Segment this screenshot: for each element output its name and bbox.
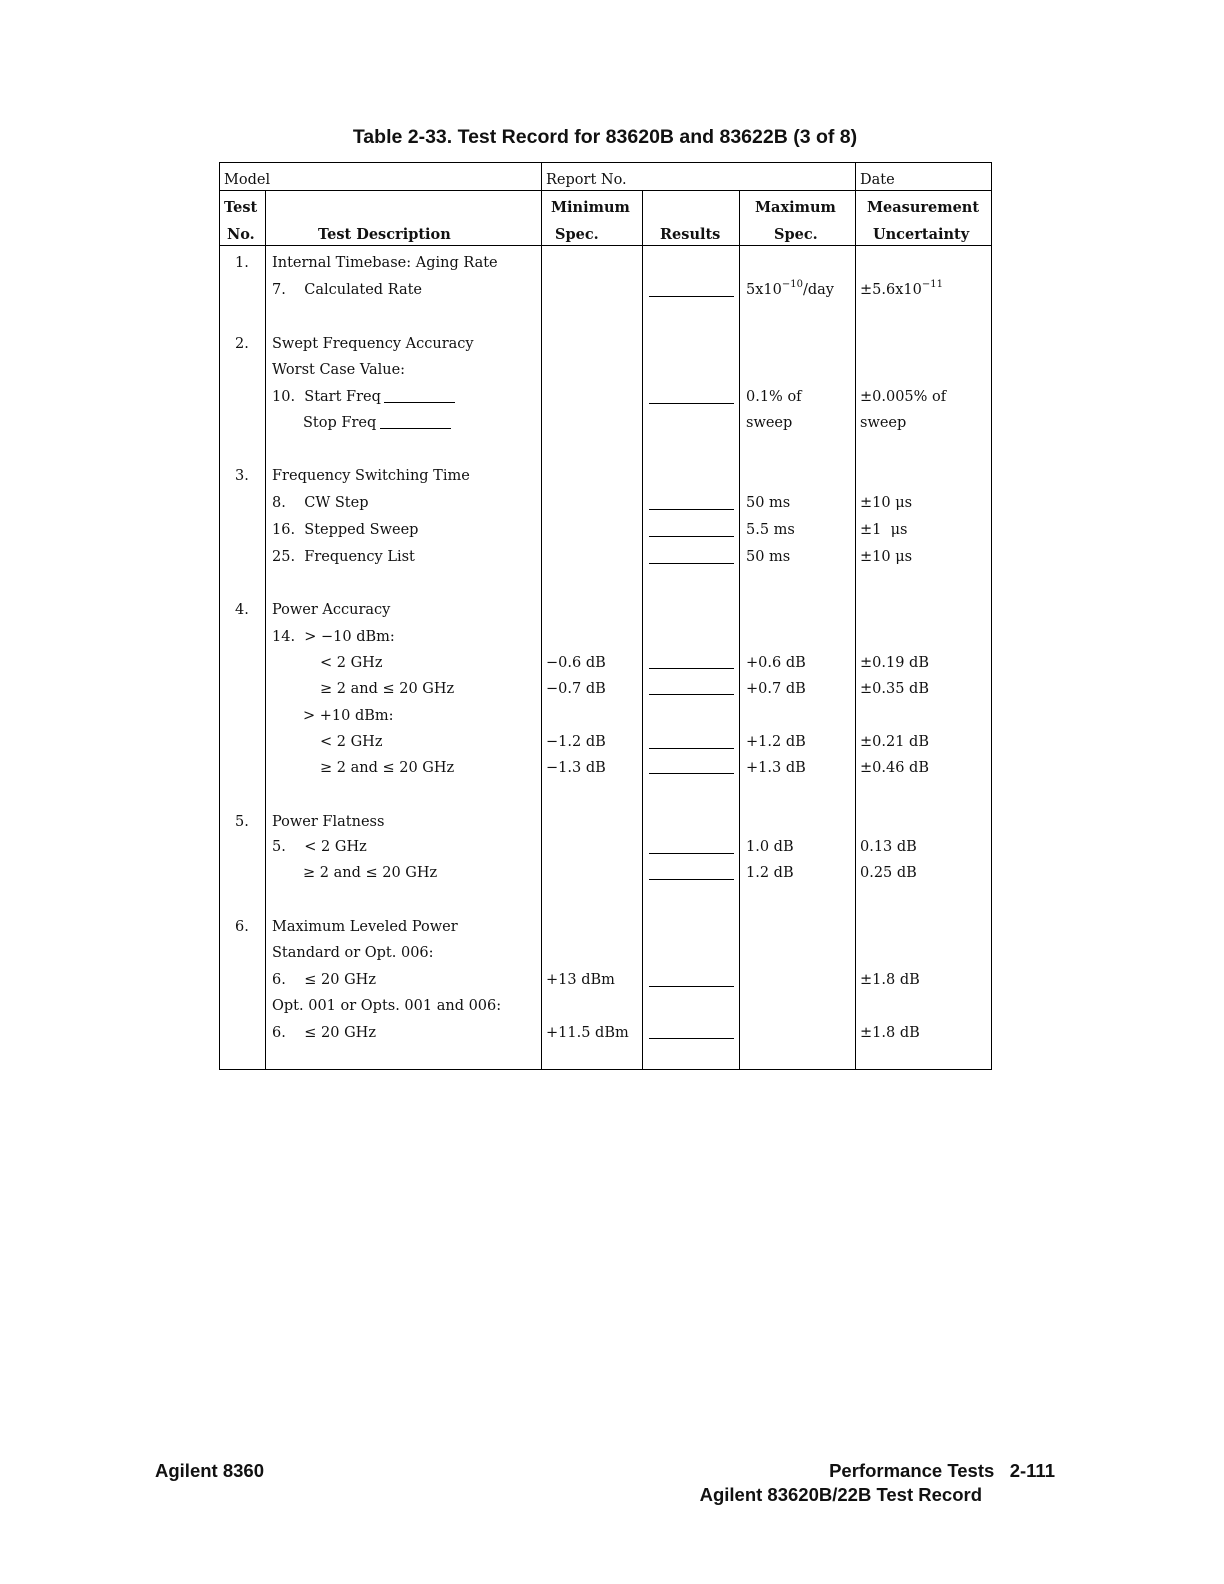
header-measurement: Measurement bbox=[867, 199, 980, 216]
result-blank[interactable] bbox=[649, 536, 734, 537]
test-6-row-1-min: +13 dBm bbox=[546, 972, 615, 988]
test-4-subheading-1: 14. > −10 dBm: bbox=[272, 629, 395, 645]
test-2-title: Swept Frequency Accuracy bbox=[272, 336, 474, 352]
col-divider-no bbox=[265, 190, 266, 1070]
test-3-row-1-desc: 8. CW Step bbox=[272, 495, 369, 511]
result-blank[interactable] bbox=[649, 509, 734, 510]
test-4-row-1-max: +0.6 dB bbox=[746, 655, 806, 671]
test-5-row-2-uncertainty: 0.25 dB bbox=[860, 865, 917, 881]
test-5-row-1-max: 1.0 dB bbox=[746, 839, 794, 855]
test-2-row-1-max: 0.1% of bbox=[746, 389, 802, 405]
header-maximum: Maximum bbox=[755, 199, 836, 216]
test-4-row-1-desc: < 2 GHz bbox=[320, 655, 383, 671]
test-6-row-1-uncertainty: ±1.8 dB bbox=[860, 972, 920, 988]
test-4-row-3-uncertainty: ±0.21 dB bbox=[860, 734, 929, 750]
test-4-row-3-min: −1.2 dB bbox=[546, 734, 606, 750]
test-6-row-1-desc: 6. ≤ 20 GHz bbox=[272, 972, 376, 988]
result-blank[interactable] bbox=[649, 563, 734, 564]
test-4-subheading-2: > +10 dBm: bbox=[303, 708, 394, 724]
result-blank[interactable] bbox=[649, 773, 734, 774]
table-title: Table 2-33. Test Record for 83620B and 83622B (3 of 8) bbox=[352, 126, 858, 148]
result-blank[interactable] bbox=[649, 668, 734, 669]
test-2-row-2-uncertainty: sweep bbox=[860, 415, 907, 431]
test-1-row-1-max: $5x10^{-10}$/day bbox=[746, 279, 834, 298]
test-4-row-2-min: −0.7 dB bbox=[546, 681, 606, 697]
test-5-row-2-desc: ≥ 2 and ≤ 20 GHz bbox=[303, 865, 438, 881]
test-2-row-2-max: sweep bbox=[746, 415, 793, 431]
header-min-spec: Spec. bbox=[555, 226, 599, 243]
result-blank[interactable] bbox=[649, 986, 734, 987]
test-6-subheading-2: Opt. 001 or Opts. 001 and 006: bbox=[272, 998, 502, 1014]
result-blank[interactable] bbox=[649, 853, 734, 854]
test-5-number: 5. bbox=[235, 814, 249, 830]
test-4-row-4-min: −1.3 dB bbox=[546, 760, 606, 776]
test-1-title: Internal Timebase: Aging Rate bbox=[272, 255, 498, 271]
test-1-row-1-desc: 7. Calculated Rate bbox=[272, 282, 422, 298]
header-minimum: Minimum bbox=[551, 199, 630, 216]
test-4-row-4-max: +1.3 dB bbox=[746, 760, 806, 776]
test-4-title: Power Accuracy bbox=[272, 602, 391, 618]
col-divider-max bbox=[855, 162, 856, 1070]
test-4-row-2-max: +0.7 dB bbox=[746, 681, 806, 697]
header-no: No. bbox=[227, 226, 255, 243]
test-3-title: Frequency Switching Time bbox=[272, 468, 470, 484]
footer-left: Agilent 8360 bbox=[155, 1460, 264, 1481]
test-6-row-2-desc: 6. ≤ 20 GHz bbox=[272, 1025, 376, 1041]
header-test: Test bbox=[224, 199, 258, 216]
test-3-row-2-desc: 16. Stepped Sweep bbox=[272, 522, 419, 538]
report-label: Report No. bbox=[546, 172, 627, 188]
test-4-row-2-desc: ≥ 2 and ≤ 20 GHz bbox=[320, 681, 455, 697]
test-3-row-1-max: 50 ms bbox=[746, 495, 791, 511]
col-divider-desc bbox=[541, 162, 542, 1070]
model-label: Model bbox=[224, 172, 271, 188]
result-blank[interactable] bbox=[649, 296, 734, 297]
test-3-row-3-desc: 25. Frequency List bbox=[272, 549, 415, 565]
result-blank[interactable] bbox=[649, 403, 734, 404]
test-3-row-2-max: 5.5 ms bbox=[746, 522, 795, 538]
header-test-description: Test Description bbox=[318, 226, 451, 243]
test-5-row-1-desc: 5. < 2 GHz bbox=[272, 839, 367, 855]
test-4-row-3-max: +1.2 dB bbox=[746, 734, 806, 750]
start-freq-blank[interactable] bbox=[384, 402, 455, 403]
test-4-row-1-min: −0.6 dB bbox=[546, 655, 606, 671]
test-3-row-3-uncertainty: ±10 μs bbox=[860, 549, 913, 565]
col-divider-results bbox=[739, 190, 740, 1070]
result-blank[interactable] bbox=[649, 1038, 734, 1039]
test-2-row-2-desc: Stop Freq bbox=[303, 415, 377, 431]
result-blank[interactable] bbox=[649, 694, 734, 695]
test-4-row-2-uncertainty: ±0.35 dB bbox=[860, 681, 929, 697]
test-4-row-1-uncertainty: ±0.19 dB bbox=[860, 655, 929, 671]
test-6-subheading-1: Standard or Opt. 006: bbox=[272, 945, 434, 961]
col-divider-min bbox=[642, 190, 643, 1070]
test-1-number: 1. bbox=[235, 255, 249, 271]
header-results: Results bbox=[660, 226, 721, 243]
test-6-row-2-min: +11.5 dBm bbox=[546, 1025, 629, 1041]
test-5-row-1-uncertainty: 0.13 dB bbox=[860, 839, 917, 855]
footer-page-section: Performance Tests 2-111 bbox=[829, 1460, 1055, 1481]
header-bottom-rule bbox=[219, 245, 992, 246]
test-6-title: Maximum Leveled Power bbox=[272, 919, 458, 935]
test-6-number: 6. bbox=[235, 919, 249, 935]
test-2-row-1-desc: 10. Start Freq bbox=[272, 389, 381, 405]
result-blank[interactable] bbox=[649, 879, 734, 880]
result-blank[interactable] bbox=[649, 748, 734, 749]
footer-subsection: Agilent 83620B/22B Test Record bbox=[699, 1484, 982, 1505]
test-5-row-2-max: 1.2 dB bbox=[746, 865, 794, 881]
test-3-row-1-uncertainty: ±10 μs bbox=[860, 495, 913, 511]
test-3-row-3-max: 50 ms bbox=[746, 549, 791, 565]
stop-freq-blank[interactable] bbox=[380, 428, 451, 429]
header-uncertainty: Uncertainty bbox=[873, 226, 970, 243]
test-2-number: 2. bbox=[235, 336, 249, 352]
test-3-number: 3. bbox=[235, 468, 249, 484]
header-max-spec: Spec. bbox=[774, 226, 818, 243]
test-1-row-1-uncertainty: $\pm 5.6x10^{-11}$ bbox=[860, 279, 943, 298]
test-2-row-1-uncertainty: ±0.005% of bbox=[860, 389, 947, 405]
test-6-row-2-uncertainty: ±1.8 dB bbox=[860, 1025, 920, 1041]
date-label: Date bbox=[860, 172, 895, 188]
test-5-title: Power Flatness bbox=[272, 814, 385, 830]
test-4-row-3-desc: < 2 GHz bbox=[320, 734, 383, 750]
test-4-row-4-uncertainty: ±0.46 dB bbox=[860, 760, 929, 776]
test-3-row-2-uncertainty: ±1 μs bbox=[860, 522, 908, 538]
test-4-row-4-desc: ≥ 2 and ≤ 20 GHz bbox=[320, 760, 455, 776]
test-2-subheading: Worst Case Value: bbox=[272, 362, 406, 378]
test-4-number: 4. bbox=[235, 602, 249, 618]
header-divider bbox=[219, 190, 992, 191]
